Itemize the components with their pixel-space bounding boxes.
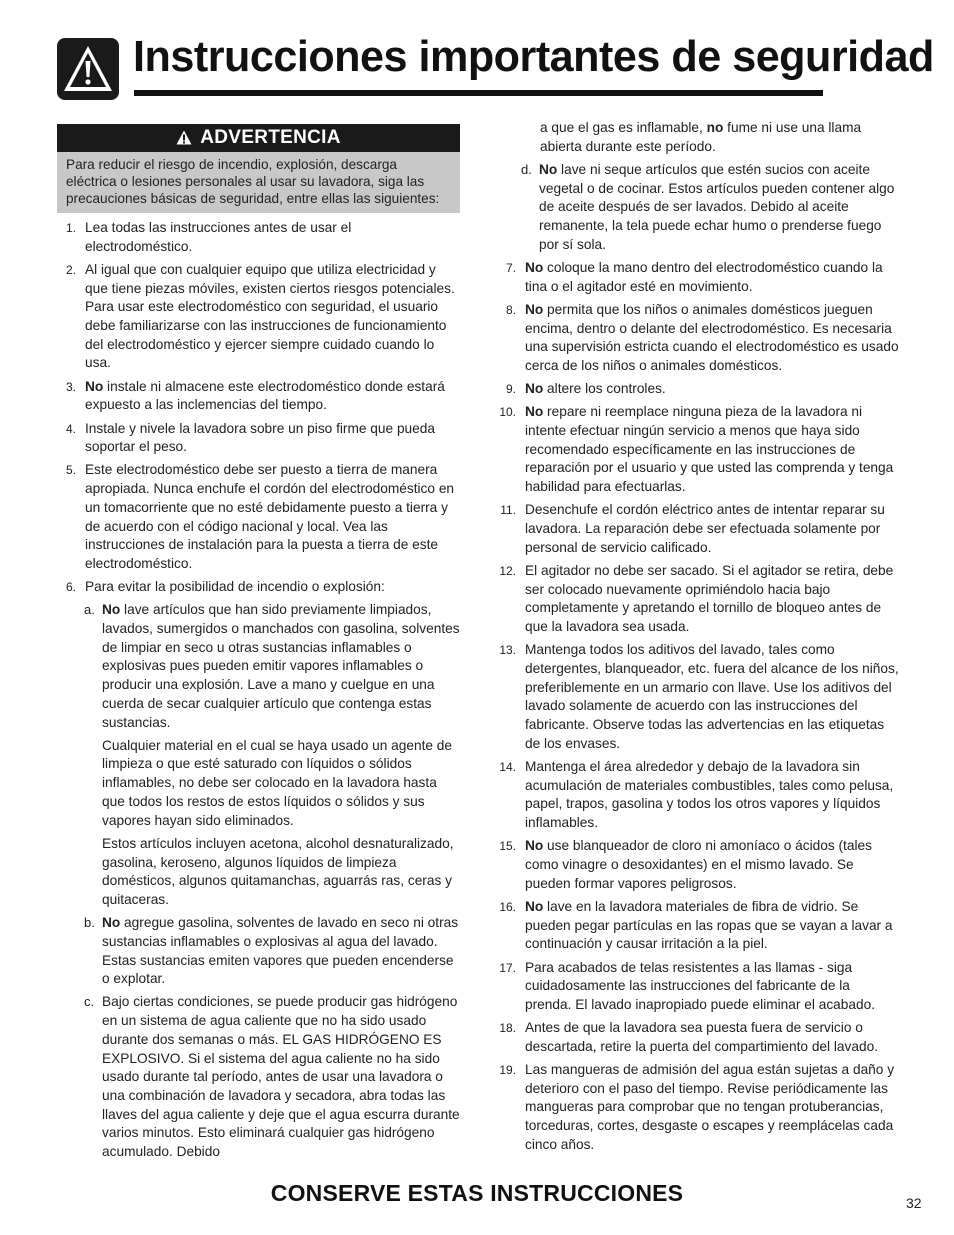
sub-item: c. Bajo ciertas condiciones, se puede producir gas hidrógeno en un sistema de agua caliente que no ha sido usado durante dos semanas o más. EL GAS HIDRÓGENO ES EXPLOSIVO. Si el sistema del agua caliente no ha sido usado durante tal período, antes de usar una lavadora o una combinación de lavadora y secadora, abra todas las llaves del agua caliente y deje que el agua escurra durante varios minutos. Esto eliminará cualquier gas hidrógeno acumulado. Debido <box>84 994 460 1160</box>
sub-paragraph: Estos artículos incluyen acetona, alcohol desnaturalizado, gasolina, keroseno, algunos líquidos de limpieza domésticos, algunos quitamanchas, aguarrás ras, ceras y quitaceras. <box>102 835 454 907</box>
page-header <box>57 32 934 102</box>
list-item: 8. No permita que los niños o animales domésticos jueguen encima, dentro o delante del electrodoméstico. Es necesaria una supervisión estricta cuando el electrodoméstico es usado cerca de los niños o animales domésticos. <box>505 301 899 373</box>
sub-item: b. No agregue gasolina, solventes de lavado en seco ni otras sustancias inflamables o explosivas al agua del lavado. Estas sustancias emiten vapores que pueden encenderse o explotar. <box>84 915 459 987</box>
warning-small-icon <box>176 126 192 154</box>
list-item: 10. No repare ni reemplace ninguna pieza de la lavadora ni intente efectuar ningún servicio a menos que haya sido recomendado específicamente en las instrucciones de reparación por el usuario y que usted las comprenda y tenga habilidad para efectuarlas. <box>499 404 894 495</box>
warning-intro: Para reducir el riesgo de incendio, explosión, descarga eléctrica o lesiones personales al usar su lavadora, siga las precauciones básicas de seguridad, entre ellas las siguientes: <box>57 152 460 213</box>
list-item: 11. Desenchufe el cordón eléctrico antes de intentar reparar su lavadora. La reparación debe ser efectuada solamente por personal de servicio calificado. <box>500 502 885 555</box>
right-column <box>494 119 899 1159</box>
list-item: 9. No altere los controles. <box>505 381 666 397</box>
left-column <box>57 124 460 1166</box>
safety-list-left <box>57 219 460 1162</box>
list-item: 17. Para acabados de telas resistentes a las llamas - siga cuidadosamente las instrucciones del fabricante de la prenda. El lavado inapropiado puede eliminar el acabado. <box>499 959 876 1012</box>
list-item: 4. Instale y nivele la lavadora sobre un piso firme que pueda soportar el peso. <box>66 420 436 455</box>
list-item: 12. El agitador no debe ser sacado. Si el agitador se retira, debe ser colocado nuevamente oprimiéndolo hacia bajo completamente y apretando el tornillo de bloqueo antes de que la lavadora sea usada. <box>499 562 894 635</box>
sub-paragraph: Cualquier material en el cual se haya usado un agente de limpieza o que esté saturado con líquidos o sólidos inflamables, no debe ser colocado en la lavadora hasta que todos los restos de estos líquidos o sólidos y sus vapores hayan sido eliminados. <box>102 737 453 828</box>
warning-triangle-icon <box>57 38 119 100</box>
sub-item-continued: a que el gas es inflamable, no fume ni use una llama abierta durante este período. <box>540 120 862 154</box>
list-item: 14. Mantenga el área alrededor y debajo de la lavadora sin acumulación de materiales combustibles, tales como pelusa, papel, trapos, gasolina y todos los otros vapores y líquidos inflamables. <box>499 759 894 831</box>
list-item: 1. Lea todas las instrucciones antes de usar el electrodoméstico. <box>66 220 352 254</box>
page-number: 32 <box>906 1195 922 1211</box>
list-item: 3. No instale ni almacene este electrodoméstico donde estará expuesto a las inclemencias del tiempo. <box>66 378 445 413</box>
sub-item: d. No lave ni seque artículos que estén sucios con aceite vegetal o de cocinar. Estos artículos pueden contener algo de aceite después de ser lavados. Debido al aceite remanente, la tela puede echar humo o prenderse fuego por sí sola. <box>521 161 895 252</box>
list-item: 16. No lave en la lavadora materiales de fibra de vidrio. Se pueden pegar partículas en las ropas que se vayan a lavar a continuación y causar irritación a la piel. <box>499 898 893 952</box>
list-item: 19. Las mangueras de admisión del agua están sujetas a daño y deterioro con el paso del tiempo. Revise periódicamente las mangueras para comprobar que no tengan protuberancias, torceduras, cortes, desgaste o escapes y reemplácelas cada cinco años. <box>499 1062 895 1152</box>
page-title: Instrucciones importantes de seguridad <box>133 32 934 81</box>
warning-label: ADVERTENCIA <box>200 127 341 148</box>
list-item: 18. Antes de que la lavadora sea puesta fuera de servicio o descartada, retire la puerta del compartimiento del lavado. <box>499 1020 879 1054</box>
footer-heading: CONSERVE ESTAS INSTRUCCIONES <box>270 1180 684 1206</box>
list-item: 15. No use blanqueador de cloro ni amoníaco o ácidos (tales como vinagre o desoxidantes) en el mismo lavado. Se pueden formar vapores peligrosos. <box>499 838 872 891</box>
list-item: 5. Este electrodoméstico debe ser puesto a tierra de manera apropiada. Nunca enchufe el cordón del electrodoméstico en un tomacorriente que no esté debidamente puesto a tierra y de acuerdo con el código nacional y local. Vea las instrucciones de instalación para la puesta a tierra de este electrodoméstico. <box>66 462 455 571</box>
sub-item: a. No lave artículos que han sido previamente limpiados, lavados, sumergidos o manchados con gasolina, solventes de limpiar en seco u otras sustancias inflamables o explosivas pues pueden emitir vapores inflamables o producir una explosión. Lave a mano y cuelgue en una cuerda de secar cualquier artículo que contenga estas sustancias. <box>84 602 460 730</box>
warning-banner <box>57 124 460 152</box>
title-underline <box>134 90 823 96</box>
safety-list-right <box>494 119 899 1155</box>
list-item: 2. Al igual que con cualquier equipo que utiliza electricidad y que tiene piezas móviles, existen ciertos riesgos potenciales. Para usar este electrodoméstico con seguridad, el usuario debe familiarizarse con las instrucciones de funcionamiento del electrodoméstico y ejercer siempre cuidado cuando lo usa. <box>66 261 455 371</box>
list-item: 6. Para evitar la posibilidad de incendio o explosión: <box>66 579 385 595</box>
list-item: 7. No coloque la mano dentro del electrodoméstico cuando la tina o el agitador esté en movimiento. <box>505 259 883 294</box>
list-item: 13. Mantenga todos los aditivos del lavado, tales como detergentes, blanqueador, etc. fuera del alcance de los niños, preferiblemente en un armario con llave. Use los aditivos del lavado solamente de acuerdo con las instrucciones del fabricante. Observe todas las advertencias en las etiquetas de los envases. <box>499 642 899 751</box>
